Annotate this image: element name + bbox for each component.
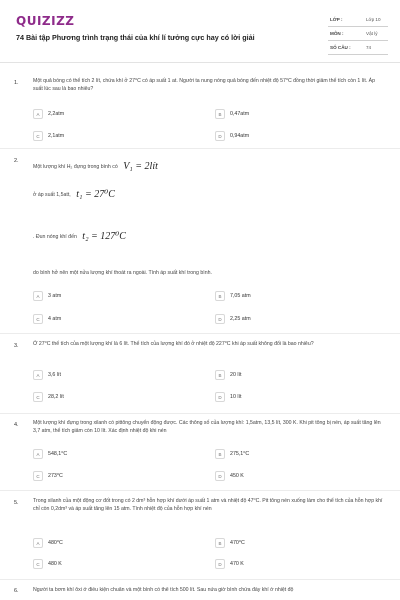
option-letter: D	[215, 314, 225, 324]
option-text: 275,1⁰C	[230, 451, 250, 457]
meta-subject-label: MÔN :	[330, 31, 344, 36]
option-letter: B	[215, 291, 225, 301]
option-text: 20 lít	[230, 372, 242, 378]
question-text: ở áp suất 1,5att,	[33, 191, 71, 198]
formula-v1: V₁ = 2lít	[123, 161, 158, 172]
option-d[interactable]	[215, 313, 251, 325]
question-number: 2.	[14, 158, 19, 164]
option-b[interactable]	[215, 369, 241, 381]
option-text: 2,25 atm	[230, 316, 251, 322]
option-text: 548,1⁰C	[48, 451, 68, 457]
option-letter: A	[33, 370, 43, 380]
option-letter: B	[215, 538, 225, 548]
option-text: 7,05 atm	[230, 293, 251, 299]
question-text-line	[33, 231, 126, 242]
question-number: 5.	[14, 500, 19, 506]
quizizz-logo: QUIZIZZ	[16, 14, 75, 28]
option-a[interactable]	[33, 290, 61, 302]
question-number: 3.	[14, 343, 19, 349]
option-text: 3,6 lít	[48, 372, 61, 378]
option-b[interactable]	[215, 537, 245, 549]
option-text: 2,1atm	[48, 133, 65, 139]
question-separator	[0, 579, 400, 580]
question-text-line	[33, 189, 115, 200]
meta-grade-value: Lớp 10	[366, 17, 381, 22]
option-letter: A	[33, 291, 43, 301]
option-text: 470⁰C	[230, 540, 245, 546]
question-separator	[0, 333, 400, 334]
option-a[interactable]	[33, 448, 67, 460]
option-text: 480⁰C	[48, 540, 63, 546]
question-separator	[0, 490, 400, 491]
option-letter: D	[215, 471, 225, 481]
option-letter: D	[215, 559, 225, 569]
question-text: . Đun nóng khí đến	[33, 233, 77, 240]
question-text: Một lượng khí đựng trong xilanh có pittông chuyển động được. Các thông số của lượng khí: 1,5atm, 13,5 lít, 300 K. Khi pit tông bị nén, áp suất tăng lên 3,7 atm, thể tích giảm còn 10 lít. Xác định nhiệt độ khi nén	[33, 420, 381, 434]
question-separator	[0, 148, 400, 149]
option-text: 0,94atm	[230, 133, 250, 139]
option-letter: A	[33, 109, 43, 119]
option-letter: B	[215, 109, 225, 119]
header-divider	[0, 62, 400, 63]
option-text: 273⁰C	[48, 473, 63, 479]
option-text: 10 lít	[230, 394, 242, 400]
option-letter: C	[33, 471, 43, 481]
option-c[interactable]	[33, 313, 61, 325]
option-b[interactable]	[215, 290, 251, 302]
option-d[interactable]	[215, 130, 249, 142]
option-b[interactable]	[215, 448, 249, 460]
question-number: 1.	[14, 80, 19, 86]
option-c[interactable]	[33, 470, 63, 482]
option-c[interactable]	[33, 558, 62, 570]
option-letter: C	[33, 131, 43, 141]
option-letter: B	[215, 449, 225, 459]
option-letter: D	[215, 131, 225, 141]
formula-t2: t₂ = 127⁰C	[82, 231, 126, 242]
option-letter: D	[215, 392, 225, 402]
option-a[interactable]	[33, 108, 64, 120]
option-d[interactable]	[215, 470, 244, 482]
option-letter: A	[33, 449, 43, 459]
meta-count-value: 74	[366, 45, 372, 50]
option-text: 450 K	[230, 473, 244, 479]
question-number: 4.	[14, 422, 19, 428]
option-letter: C	[33, 392, 43, 402]
option-letter: C	[33, 314, 43, 324]
question-text: Một quả bóng có thể tích 2 lít, chứa khí ở 27⁰C có áp suất 1 at. Người ta nung nóng quả bóng đến nhiệt độ 57⁰C đồng thời giảm thể tích còn 1 lít. Áp suất lúc sau là bao nhiêu?	[33, 78, 375, 92]
option-letter: B	[215, 370, 225, 380]
option-text: 4 atm	[48, 316, 62, 322]
meta-subject	[328, 27, 388, 41]
option-d[interactable]	[215, 391, 241, 403]
question-text: Ở 27⁰C thể tích của một lượng khí là 6 lít. Thể tích của lượng khí đó ở nhiệt độ 227⁰C khi áp suất không đổi là bao nhiêu?	[33, 341, 314, 347]
option-text: 3 atm	[48, 293, 62, 299]
option-text: 480 K	[48, 561, 62, 567]
meta-count-label: SỐ CÂU :	[330, 45, 351, 50]
meta-subject-value: Vật lý	[366, 31, 378, 36]
option-text: 0,47atm	[230, 111, 250, 117]
option-text: 470 K	[230, 561, 244, 567]
option-c[interactable]	[33, 391, 64, 403]
question-number: 6.	[14, 588, 19, 594]
question-text-line	[33, 161, 158, 172]
question-separator	[0, 413, 400, 414]
option-a[interactable]	[33, 369, 61, 381]
option-b[interactable]	[215, 108, 249, 120]
meta-count	[328, 41, 388, 55]
question-text: Trong xilanh của một động cơ đốt trong có 2 dm³ hỗn hợp khí dưới áp suất 1 atm và nhiệt độ 47⁰C. Pit tông nén xuống làm cho thể tích của hỗn hợp khí chỉ còn 0,2dm³ và áp suất tăng lên 15 atm. Tính nhiệt độ của hỗn hợp khí nén	[33, 498, 383, 512]
formula-t1: t₁ = 27⁰C	[76, 189, 115, 200]
option-a[interactable]	[33, 537, 63, 549]
question-text: Một lượng khí H₂ đựng trong bình có	[33, 163, 118, 170]
question-text: do bình hở nên một nửa lượng khí thoát ra ngoài. Tính áp suất khí trong bình.	[33, 270, 212, 276]
meta-grade-label: LỚP :	[330, 17, 343, 22]
question-text: Người ta bơm khí ôxi ở điều kiện chuẩn và một bình có thể tích 500 lít. Sau nửa giờ bình chứa đầy khí ở nhiệt độ	[33, 587, 294, 593]
option-d[interactable]	[215, 558, 244, 570]
meta-panel	[328, 13, 388, 55]
option-text: 28,2 lít	[48, 394, 64, 400]
page-title: 74 Bài tập Phương trình trạng thái của khí lí tưởng cực hay có lời giải	[16, 33, 255, 42]
option-c[interactable]	[33, 130, 64, 142]
option-text: 2,2atm	[48, 111, 65, 117]
option-letter: A	[33, 538, 43, 548]
option-letter: C	[33, 559, 43, 569]
meta-grade	[328, 13, 388, 27]
